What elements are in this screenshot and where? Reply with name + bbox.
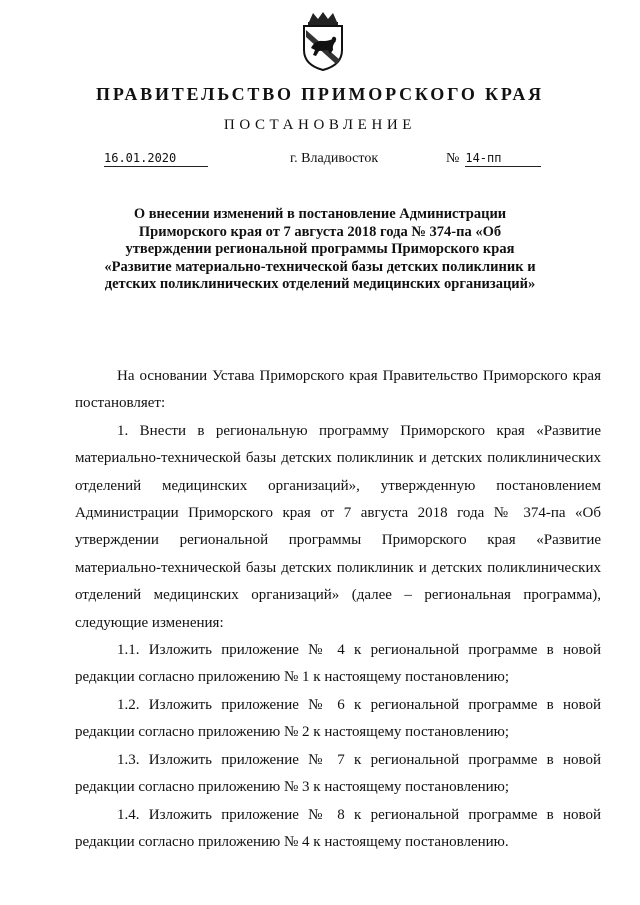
organization-title: ПРАВИТЕЛЬСТВО ПРИМОРСКОГО КРАЯ: [96, 84, 544, 104]
number-label: №: [446, 151, 460, 166]
subitem-paragraph: 1.4. Изложить приложение № 8 к региональной программе в новой редакции согласно приложению № 4 к настоящему постановлению.: [75, 806, 601, 850]
subitem-paragraph: 1.3. Изложить приложение № 7 к региональной программе в новой редакции согласно приложению № 3 к настоящему постановлению;: [75, 751, 601, 796]
document-number: [446, 151, 541, 167]
document-heading: О внесении изменений в постановление Администрации Приморского края от 7 августа 2018 года № 374-па «Об утверждении региональной программы Приморского края «Развитие материально-технической базы детских поликлиник и детских поликлинических отделений медицинских организаций»: [104, 206, 536, 293]
number-value: 14-пп: [465, 151, 541, 167]
item-1-paragraph: 1. Внести в региональную программу Приморского края «Развитие материально-технической базы детских поликлиник и детских поликлинических отделений медицинских организаций», утвержденную постановлением Администрации Приморского края от 7 августа 2018 года № 374-па «Об утверждении региональной программы Приморского края «Развитие материально-технической базы детских поликлиник и детских поликлинических отделений медицинских организаций» (далее – региональная программа), следующие изменения:: [75, 422, 601, 631]
subitem-paragraph: 1.2. Изложить приложение № 6 к региональной программе в новой редакции согласно приложению № 2 к настоящему постановлению;: [75, 696, 601, 741]
document-date: 16.01.2020: [104, 151, 208, 167]
subitem-paragraph: 1.1. Изложить приложение № 4 к региональной программе в новой редакции согласно приложению № 1 к настоящему постановлению;: [75, 642, 601, 686]
preamble-paragraph: На основании Устава Приморского края Правительство Приморского края постановляет:: [75, 368, 601, 412]
document-city: г. Владивосток: [290, 151, 379, 166]
document-type: ПОСТАНОВЛЕНИЕ: [223, 117, 417, 133]
document-body: [75, 363, 601, 856]
primorsky-krai-coat-of-arms-icon: [299, 10, 347, 72]
